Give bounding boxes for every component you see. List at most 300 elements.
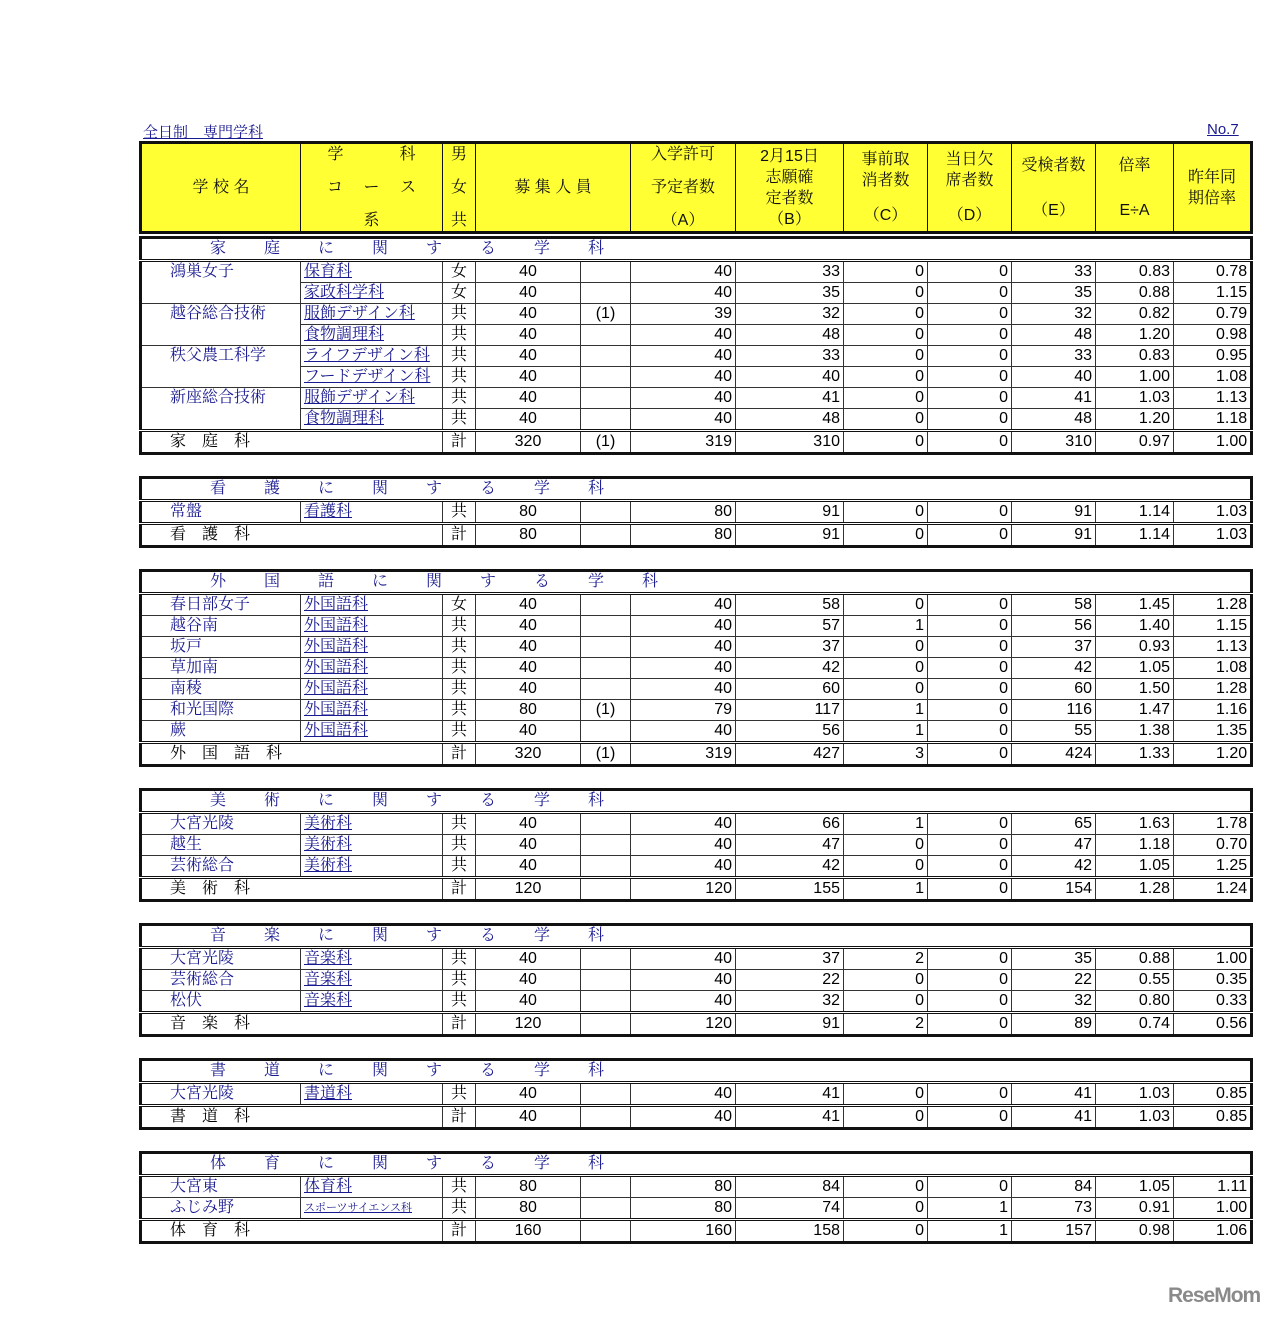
cell-gender: 共 xyxy=(443,658,476,679)
total-absent-d: 0 xyxy=(928,743,1012,766)
cell-boshu: 80 xyxy=(476,1176,581,1198)
cell-ratio: 1.18 xyxy=(1096,835,1174,856)
cell-planned-a: 40 xyxy=(631,991,736,1013)
cell-prev-ratio: 0.95 xyxy=(1174,346,1252,367)
table-row xyxy=(141,835,1252,856)
header-b-line: 定者数 xyxy=(765,189,814,207)
table-row xyxy=(141,304,1252,325)
cell-planned-a: 40 xyxy=(631,813,736,835)
cell-boshu: 40 xyxy=(476,658,581,679)
cell-course: 外国語科 xyxy=(301,700,443,721)
cell-examinees-e: 65 xyxy=(1012,813,1096,835)
cell-prev-ratio: 1.13 xyxy=(1174,637,1252,658)
total-gender: 計 xyxy=(443,524,476,547)
cell-course: 食物調理科 xyxy=(301,325,443,346)
cell-course: 外国語科 xyxy=(301,616,443,637)
cell-gender: 共 xyxy=(443,835,476,856)
cell-planned-a: 40 xyxy=(631,283,736,304)
total-absent-d: 0 xyxy=(928,878,1012,901)
cell-gender: 共 xyxy=(443,346,476,367)
cell-boshu-note xyxy=(581,856,631,878)
total-applicants-b: 41 xyxy=(736,1106,844,1129)
cell-prev-ratio: 1.15 xyxy=(1174,616,1252,637)
cell-ratio: 1.50 xyxy=(1096,679,1174,700)
cell-ratio: 1.38 xyxy=(1096,721,1174,743)
total-boshu-note xyxy=(581,1013,631,1036)
section-title-row xyxy=(141,925,1252,948)
cell-boshu-note xyxy=(581,991,631,1013)
cell-boshu: 40 xyxy=(476,856,581,878)
cell-withdrawn-c: 0 xyxy=(844,991,928,1013)
section-title: 美術に関する学科 xyxy=(141,790,1252,813)
cell-ratio: 0.91 xyxy=(1096,1198,1174,1220)
cell-gender: 共 xyxy=(443,1083,476,1106)
cell-boshu: 40 xyxy=(476,346,581,367)
cell-applicants-b: 58 xyxy=(736,594,844,616)
total-prev-ratio: 1.20 xyxy=(1174,743,1252,766)
cell-withdrawn-c: 0 xyxy=(844,283,928,304)
total-absent-d: 0 xyxy=(928,431,1012,454)
cell-absent-d: 0 xyxy=(928,304,1012,325)
header-e xyxy=(1012,143,1096,233)
cell-boshu-note xyxy=(581,679,631,700)
cell-absent-d: 0 xyxy=(928,856,1012,878)
total-planned-a: 319 xyxy=(631,743,736,766)
cell-ratio: 0.93 xyxy=(1096,637,1174,658)
cell-examinees-e: 55 xyxy=(1012,721,1096,743)
table-row xyxy=(141,616,1252,637)
header-prev-line: 期倍率 xyxy=(1187,189,1236,207)
cell-school: 越生 xyxy=(141,835,301,856)
table-row xyxy=(141,409,1252,431)
cell-school: 大宮光陵 xyxy=(141,813,301,835)
cell-course: 体育科 xyxy=(301,1176,443,1198)
cell-course: 美術科 xyxy=(301,813,443,835)
cell-gender: 共 xyxy=(443,700,476,721)
cell-ratio: 0.55 xyxy=(1096,970,1174,991)
cell-planned-a: 40 xyxy=(631,367,736,388)
cell-boshu-note xyxy=(581,346,631,367)
cell-ratio: 1.03 xyxy=(1096,388,1174,409)
cell-school: 芸術総合 xyxy=(141,856,301,878)
cell-ratio: 1.05 xyxy=(1096,856,1174,878)
header-b-line: 志願確 xyxy=(765,168,814,186)
total-withdrawn-c: 2 xyxy=(844,1013,928,1036)
cell-ratio: 1.20 xyxy=(1096,409,1174,431)
cell-applicants-b: 32 xyxy=(736,304,844,325)
total-boshu: 320 xyxy=(476,743,581,766)
cell-applicants-b: 35 xyxy=(736,283,844,304)
cell-examinees-e: 35 xyxy=(1012,948,1096,970)
cell-ratio: 1.00 xyxy=(1096,367,1174,388)
cell-prev-ratio: 1.28 xyxy=(1174,594,1252,616)
cell-withdrawn-c: 0 xyxy=(844,1198,928,1220)
header-d-line: 当日欠 xyxy=(945,151,994,168)
cell-ratio: 0.83 xyxy=(1096,261,1174,283)
section-table xyxy=(139,1151,1253,1244)
cell-gender: 共 xyxy=(443,948,476,970)
total-label: 看護科 xyxy=(141,524,443,547)
total-label: 家庭科 xyxy=(141,431,443,454)
header-course xyxy=(301,143,443,233)
cell-gender: 共 xyxy=(443,1176,476,1198)
total-row xyxy=(141,1220,1252,1243)
cell-course: 外国語科 xyxy=(301,721,443,743)
header-ratio-line: E÷A xyxy=(1119,201,1150,219)
cell-withdrawn-c: 1 xyxy=(844,813,928,835)
total-prev-ratio: 1.24 xyxy=(1174,878,1252,901)
total-prev-ratio: 0.85 xyxy=(1174,1106,1252,1129)
header-c-line: （C） xyxy=(863,207,908,224)
total-row xyxy=(141,524,1252,547)
cell-absent-d: 0 xyxy=(928,1083,1012,1106)
cell-applicants-b: 47 xyxy=(736,835,844,856)
cell-school: 芸術総合 xyxy=(141,970,301,991)
cell-examinees-e: 60 xyxy=(1012,679,1096,700)
total-row xyxy=(141,743,1252,766)
cell-withdrawn-c: 0 xyxy=(844,679,928,700)
cell-course: ライフデザイン科 xyxy=(301,346,443,367)
cell-boshu-note: (1) xyxy=(581,700,631,721)
section-table xyxy=(139,1058,1253,1130)
total-withdrawn-c: 0 xyxy=(844,431,928,454)
cell-absent-d: 0 xyxy=(928,1176,1012,1198)
total-prev-ratio: 1.00 xyxy=(1174,431,1252,454)
total-applicants-b: 91 xyxy=(736,524,844,547)
total-row xyxy=(141,1106,1252,1129)
total-examinees-e: 310 xyxy=(1012,431,1096,454)
total-absent-d: 1 xyxy=(928,1220,1012,1243)
cell-examinees-e: 37 xyxy=(1012,637,1096,658)
cell-withdrawn-c: 0 xyxy=(844,501,928,524)
cell-absent-d: 0 xyxy=(928,594,1012,616)
table-row xyxy=(141,948,1252,970)
cell-prev-ratio: 0.35 xyxy=(1174,970,1252,991)
cell-prev-ratio: 1.03 xyxy=(1174,501,1252,524)
cell-planned-a: 40 xyxy=(631,658,736,679)
total-withdrawn-c: 0 xyxy=(844,1106,928,1129)
cell-prev-ratio: 1.35 xyxy=(1174,721,1252,743)
total-gender: 計 xyxy=(443,1220,476,1243)
cell-boshu-note xyxy=(581,658,631,679)
cell-examinees-e: 58 xyxy=(1012,594,1096,616)
cell-withdrawn-c: 0 xyxy=(844,325,928,346)
cell-applicants-b: 48 xyxy=(736,409,844,431)
total-ratio: 0.97 xyxy=(1096,431,1174,454)
cell-gender: 共 xyxy=(443,325,476,346)
cell-applicants-b: 57 xyxy=(736,616,844,637)
cell-applicants-b: 40 xyxy=(736,367,844,388)
table-row xyxy=(141,367,1252,388)
cell-gender: 女 xyxy=(443,594,476,616)
cell-boshu: 40 xyxy=(476,1083,581,1106)
cell-course: 音楽科 xyxy=(301,991,443,1013)
cell-prev-ratio: 1.08 xyxy=(1174,367,1252,388)
cell-absent-d: 1 xyxy=(928,1198,1012,1220)
cell-school xyxy=(141,325,301,346)
total-boshu: 120 xyxy=(476,1013,581,1036)
cell-absent-d: 0 xyxy=(928,261,1012,283)
cell-absent-d: 0 xyxy=(928,501,1012,524)
cell-boshu-note xyxy=(581,616,631,637)
header-a-line: 入学許可 xyxy=(650,146,715,163)
cell-course: 食物調理科 xyxy=(301,409,443,431)
cell-school: 秩父農工科学 xyxy=(141,346,301,367)
cell-course: 美術科 xyxy=(301,856,443,878)
table-row xyxy=(141,1083,1252,1106)
cell-prev-ratio: 0.33 xyxy=(1174,991,1252,1013)
section-blocks xyxy=(139,236,1250,1244)
section-title: 家庭に関する学科 xyxy=(141,238,1252,261)
total-row xyxy=(141,431,1252,454)
table-row xyxy=(141,1198,1252,1220)
total-label: 美術科 xyxy=(141,878,443,901)
cell-boshu-note xyxy=(581,1176,631,1198)
table-row xyxy=(141,325,1252,346)
cell-applicants-b: 41 xyxy=(736,1083,844,1106)
cell-planned-a: 40 xyxy=(631,261,736,283)
cell-gender: 共 xyxy=(443,616,476,637)
cell-prev-ratio: 0.98 xyxy=(1174,325,1252,346)
cell-withdrawn-c: 1 xyxy=(844,616,928,637)
cell-ratio: 0.83 xyxy=(1096,346,1174,367)
cell-gender: 共 xyxy=(443,856,476,878)
section-table xyxy=(139,923,1253,1037)
cell-gender: 共 xyxy=(443,991,476,1013)
cell-school xyxy=(141,367,301,388)
cell-withdrawn-c: 1 xyxy=(844,721,928,743)
cell-boshu: 80 xyxy=(476,1198,581,1220)
total-withdrawn-c: 1 xyxy=(844,878,928,901)
cell-examinees-e: 32 xyxy=(1012,304,1096,325)
cell-ratio: 1.45 xyxy=(1096,594,1174,616)
cell-prev-ratio: 1.25 xyxy=(1174,856,1252,878)
header-c-line: 事前取 xyxy=(861,151,910,168)
cell-boshu-note xyxy=(581,388,631,409)
cell-course: 服飾デザイン科 xyxy=(301,304,443,325)
header-d-line: 席者数 xyxy=(945,172,994,189)
cell-absent-d: 0 xyxy=(928,409,1012,431)
section-title-row xyxy=(141,790,1252,813)
cell-examinees-e: 56 xyxy=(1012,616,1096,637)
header-gender xyxy=(443,143,476,233)
total-planned-a: 160 xyxy=(631,1220,736,1243)
cell-boshu-note xyxy=(581,948,631,970)
cell-applicants-b: 41 xyxy=(736,388,844,409)
total-label: 書道科 xyxy=(141,1106,443,1129)
total-boshu: 120 xyxy=(476,878,581,901)
total-examinees-e: 157 xyxy=(1012,1220,1096,1243)
section-title-row xyxy=(141,1153,1252,1176)
header-school: 学 校 名 xyxy=(141,143,301,233)
cell-boshu-note xyxy=(581,325,631,346)
table-row xyxy=(141,856,1252,878)
cell-absent-d: 0 xyxy=(928,658,1012,679)
cell-school: 和光国際 xyxy=(141,700,301,721)
cell-boshu-note xyxy=(581,637,631,658)
cell-gender: 共 xyxy=(443,388,476,409)
cell-examinees-e: 42 xyxy=(1012,658,1096,679)
cell-planned-a: 79 xyxy=(631,700,736,721)
cell-school: 南稜 xyxy=(141,679,301,700)
cell-examinees-e: 40 xyxy=(1012,367,1096,388)
cell-planned-a: 40 xyxy=(631,721,736,743)
cell-examinees-e: 33 xyxy=(1012,346,1096,367)
cell-boshu: 40 xyxy=(476,261,581,283)
total-boshu: 160 xyxy=(476,1220,581,1243)
cell-boshu: 40 xyxy=(476,721,581,743)
section-title: 看護に関する学科 xyxy=(141,478,1252,501)
total-gender: 計 xyxy=(443,743,476,766)
cell-examinees-e: 32 xyxy=(1012,991,1096,1013)
total-absent-d: 0 xyxy=(928,1106,1012,1129)
header-ratio-line: 倍率 xyxy=(1118,156,1151,174)
table-row xyxy=(141,970,1252,991)
cell-applicants-b: 33 xyxy=(736,261,844,283)
section-table xyxy=(139,788,1253,902)
total-examinees-e: 89 xyxy=(1012,1013,1096,1036)
cell-boshu-note xyxy=(581,970,631,991)
total-gender: 計 xyxy=(443,1013,476,1036)
cell-withdrawn-c: 0 xyxy=(844,1176,928,1198)
cell-absent-d: 0 xyxy=(928,388,1012,409)
header-prev-line: 昨年同 xyxy=(1187,168,1236,186)
cell-ratio: 1.03 xyxy=(1096,1083,1174,1106)
cell-boshu-note xyxy=(581,1198,631,1220)
table-row xyxy=(141,388,1252,409)
cell-examinees-e: 33 xyxy=(1012,261,1096,283)
cell-applicants-b: 37 xyxy=(736,637,844,658)
cell-boshu: 40 xyxy=(476,970,581,991)
cell-gender: 共 xyxy=(443,409,476,431)
section-title: 音楽に関する学科 xyxy=(141,925,1252,948)
cell-prev-ratio: 1.00 xyxy=(1174,948,1252,970)
cell-examinees-e: 84 xyxy=(1012,1176,1096,1198)
cell-absent-d: 0 xyxy=(928,679,1012,700)
total-planned-a: 120 xyxy=(631,1013,736,1036)
cell-applicants-b: 42 xyxy=(736,658,844,679)
section-table xyxy=(139,476,1253,548)
cell-withdrawn-c: 0 xyxy=(844,856,928,878)
cell-withdrawn-c: 0 xyxy=(844,346,928,367)
cell-gender: 共 xyxy=(443,721,476,743)
cell-school: 坂戸 xyxy=(141,637,301,658)
cell-boshu-note xyxy=(581,835,631,856)
cell-boshu-note xyxy=(581,501,631,524)
cell-ratio: 1.47 xyxy=(1096,700,1174,721)
total-label: 外国語科 xyxy=(141,743,443,766)
total-row xyxy=(141,878,1252,901)
header-a-line: 予定者数 xyxy=(650,179,715,196)
cell-prev-ratio: 0.85 xyxy=(1174,1083,1252,1106)
total-ratio: 0.74 xyxy=(1096,1013,1174,1036)
cell-planned-a: 80 xyxy=(631,1176,736,1198)
cell-prev-ratio: 1.11 xyxy=(1174,1176,1252,1198)
cell-boshu: 40 xyxy=(476,283,581,304)
cell-examinees-e: 42 xyxy=(1012,856,1096,878)
total-boshu-note xyxy=(581,1106,631,1129)
header-course-line: 学 科 xyxy=(327,146,424,163)
cell-absent-d: 0 xyxy=(928,721,1012,743)
cell-ratio: 1.20 xyxy=(1096,325,1174,346)
cell-course: スポーツサイエンス科 xyxy=(301,1198,443,1220)
cell-planned-a: 40 xyxy=(631,856,736,878)
total-withdrawn-c: 3 xyxy=(844,743,928,766)
cell-ratio: 0.80 xyxy=(1096,991,1174,1013)
cell-planned-a: 40 xyxy=(631,594,736,616)
cell-withdrawn-c: 0 xyxy=(844,970,928,991)
total-gender: 計 xyxy=(443,431,476,454)
cell-examinees-e: 22 xyxy=(1012,970,1096,991)
resemom-logo: ReseMom xyxy=(1168,1284,1261,1307)
cell-boshu: 40 xyxy=(476,409,581,431)
results-table xyxy=(139,141,1250,1244)
cell-prev-ratio: 1.13 xyxy=(1174,388,1252,409)
total-boshu-note xyxy=(581,1220,631,1243)
header-b-line: 2月15日 xyxy=(760,147,819,165)
total-row xyxy=(141,1013,1252,1036)
total-applicants-b: 158 xyxy=(736,1220,844,1243)
cell-applicants-b: 42 xyxy=(736,856,844,878)
cell-gender: 共 xyxy=(443,367,476,388)
header-gender-line: 女 xyxy=(450,179,467,196)
cell-boshu: 40 xyxy=(476,304,581,325)
cell-planned-a: 40 xyxy=(631,948,736,970)
cell-planned-a: 40 xyxy=(631,409,736,431)
cell-planned-a: 39 xyxy=(631,304,736,325)
cell-planned-a: 40 xyxy=(631,388,736,409)
total-boshu: 40 xyxy=(476,1106,581,1129)
total-ratio: 1.14 xyxy=(1096,524,1174,547)
cell-absent-d: 0 xyxy=(928,700,1012,721)
header-c xyxy=(844,143,928,233)
cell-ratio: 1.40 xyxy=(1096,616,1174,637)
cell-course: 外国語科 xyxy=(301,679,443,700)
section-title-row xyxy=(141,571,1252,594)
cell-course: 外国語科 xyxy=(301,594,443,616)
header-boshu: 募 集 人 員 xyxy=(476,143,631,233)
table-row xyxy=(141,1176,1252,1198)
total-absent-d: 0 xyxy=(928,524,1012,547)
cell-school xyxy=(141,283,301,304)
cell-ratio: 1.05 xyxy=(1096,1176,1174,1198)
table-row xyxy=(141,637,1252,658)
cell-course: 看護科 xyxy=(301,501,443,524)
cell-applicants-b: 37 xyxy=(736,948,844,970)
cell-course: 外国語科 xyxy=(301,658,443,679)
table-row xyxy=(141,658,1252,679)
total-withdrawn-c: 0 xyxy=(844,1220,928,1243)
cell-ratio: 1.63 xyxy=(1096,813,1174,835)
cell-absent-d: 0 xyxy=(928,813,1012,835)
total-planned-a: 40 xyxy=(631,1106,736,1129)
total-boshu-note: (1) xyxy=(581,743,631,766)
cell-applicants-b: 22 xyxy=(736,970,844,991)
cell-school: 大宮東 xyxy=(141,1176,301,1198)
cell-ratio: 0.82 xyxy=(1096,304,1174,325)
section-title-row xyxy=(141,1060,1252,1083)
cell-examinees-e: 91 xyxy=(1012,501,1096,524)
cell-boshu-note xyxy=(581,261,631,283)
cell-applicants-b: 56 xyxy=(736,721,844,743)
cell-withdrawn-c: 0 xyxy=(844,388,928,409)
total-examinees-e: 154 xyxy=(1012,878,1096,901)
cell-course: 音楽科 xyxy=(301,970,443,991)
cell-withdrawn-c: 0 xyxy=(844,409,928,431)
total-planned-a: 80 xyxy=(631,524,736,547)
table-row xyxy=(141,700,1252,721)
table-header xyxy=(139,141,1253,234)
